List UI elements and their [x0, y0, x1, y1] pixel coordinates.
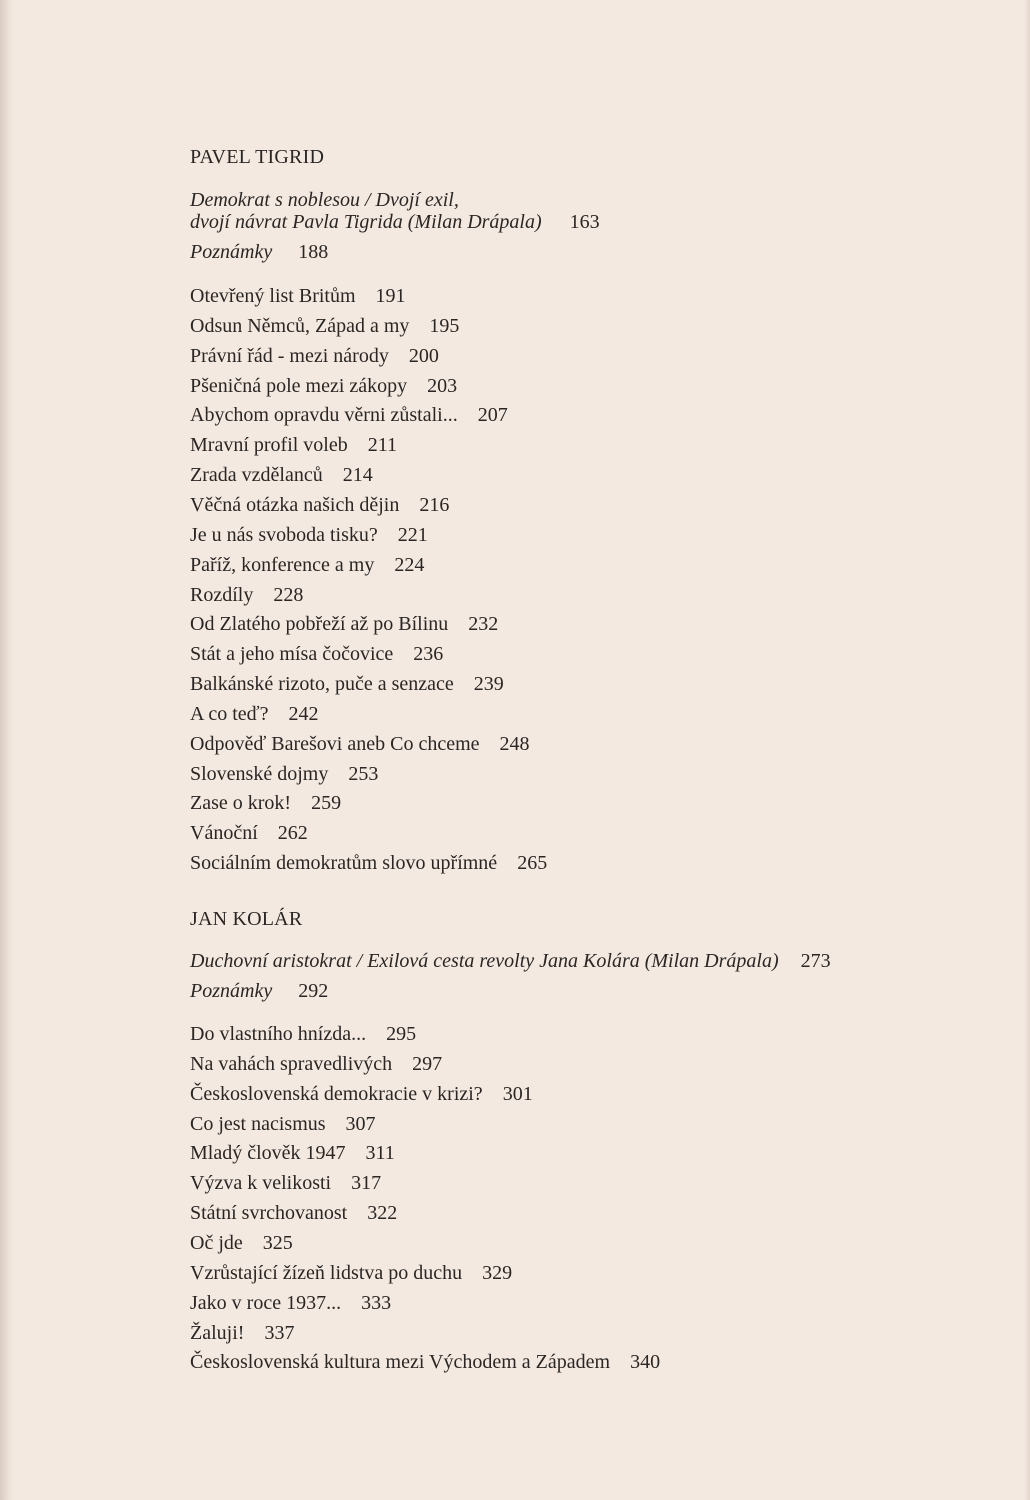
- entry-title: Sociálním demokratům slovo upřímné: [190, 852, 498, 875]
- page-edge: [1024, 0, 1030, 1500]
- list-item: [190, 1082, 533, 1106]
- entry-title: Vzrůstající žízeň lidstva po duchu: [190, 1261, 463, 1284]
- entry-title: Abychom opravdu věrni zůstali...: [190, 404, 458, 427]
- entry-title: Výzva k velikosti: [190, 1172, 332, 1195]
- entry-page-number: 317: [351, 1172, 382, 1195]
- entry-title: Vánoční: [190, 822, 258, 845]
- entry-title: Mravní profil voleb: [190, 434, 348, 457]
- list-item: [190, 1350, 660, 1374]
- entry-title: Je u nás svoboda tisku?: [190, 523, 378, 546]
- essay-page-number: 273: [800, 950, 831, 972]
- entry-page-number: 228: [273, 583, 304, 606]
- notes-label: Poznámky: [190, 241, 273, 263]
- entry-title: Od Zlatého pobřeží až po Bílinu: [190, 613, 449, 636]
- entry-title: Do vlastního hnízda...: [190, 1023, 367, 1045]
- entry-title: Rozdíly: [190, 583, 254, 606]
- entry-page-number: 200: [408, 344, 439, 367]
- entry-title: Zrada vzdělanců: [190, 464, 323, 487]
- entry-page-number: 203: [427, 374, 458, 397]
- entry-title: Mladý člověk 1947: [190, 1142, 346, 1165]
- entry-page-number: 337: [264, 1321, 295, 1344]
- entry-title: Státní svrchovanost: [190, 1202, 348, 1225]
- list-item: [190, 821, 308, 845]
- entry-page-number: 207: [477, 404, 508, 427]
- notes-entry: [190, 240, 328, 264]
- entry-title: Československá kultura mezi Východem a Západem: [190, 1351, 611, 1374]
- list-item: [190, 463, 373, 487]
- notes-label: Poznámky: [190, 980, 273, 1002]
- entry-page-number: 301: [502, 1082, 533, 1105]
- entry-page-number: 248: [499, 732, 530, 755]
- entry-page-number: 224: [394, 553, 425, 576]
- entry-title: Jako v roce 1937...: [190, 1291, 342, 1314]
- entry-page-number: 221: [397, 523, 428, 546]
- essay-title-line: [190, 188, 459, 212]
- entry-page-number: 216: [419, 493, 450, 516]
- essay-title-line: [190, 210, 600, 234]
- list-item: [190, 791, 341, 815]
- list-item: [190, 553, 424, 577]
- page-gutter-shadow: [0, 0, 14, 1500]
- entry-title: Paříž, konference a my: [190, 553, 375, 576]
- list-item: [190, 672, 504, 696]
- list-item: [190, 433, 397, 457]
- list-item: [190, 1201, 397, 1225]
- list-item: [190, 284, 406, 308]
- list-item: [190, 374, 457, 398]
- entry-page-number: 297: [412, 1052, 443, 1075]
- entry-page-number: 211: [367, 434, 398, 457]
- entry-page-number: 295: [386, 1023, 417, 1045]
- entry-page-number: 239: [473, 673, 504, 696]
- entry-title: A co teď?: [190, 702, 269, 725]
- entry-title: Odpověď Barešovi aneb Co chceme: [190, 732, 480, 755]
- list-item: [190, 1231, 293, 1255]
- notes-page-number: 188: [298, 241, 329, 263]
- entry-title: Stát a jeho mísa čočovice: [190, 643, 394, 666]
- list-item: [190, 851, 547, 875]
- list-item: [190, 314, 459, 338]
- list-item: [190, 612, 498, 636]
- notes-entry: [190, 979, 328, 1003]
- entry-page-number: 311: [365, 1142, 395, 1165]
- entry-title: Na vahách spravedlivých: [190, 1052, 393, 1075]
- entry-page-number: 340: [630, 1351, 661, 1374]
- entry-title: Československá demokracie v krizi?: [190, 1082, 483, 1105]
- list-item: [190, 1112, 376, 1136]
- entry-title: Právní řád - mezi národy: [190, 344, 389, 367]
- list-item: [190, 702, 318, 726]
- entry-title: Slovenské dojmy: [190, 762, 329, 785]
- list-item: [190, 1291, 391, 1315]
- entry-title: Balkánské rizoto, puče a senzace: [190, 673, 454, 696]
- entry-page-number: 191: [375, 285, 406, 307]
- entry-page-number: 253: [348, 762, 379, 785]
- list-item: [190, 523, 428, 547]
- entry-page-number: 232: [468, 613, 499, 636]
- list-item: [190, 1321, 294, 1345]
- entry-page-number: 329: [482, 1261, 513, 1284]
- list-item: [190, 403, 508, 427]
- entry-title: Otevřený list Britům: [190, 285, 356, 307]
- entry-title: Zase o krok!: [190, 792, 292, 815]
- essay-title: Demokrat s noblesou / Dvojí exil,: [190, 189, 459, 211]
- essay-title: Duchovní aristokrat / Exilová cesta revolty Jana Kolára (Milan Drápala): [190, 950, 779, 972]
- entry-page-number: 265: [517, 852, 548, 875]
- entry-page-number: 322: [367, 1202, 398, 1225]
- essay-page-number: 163: [569, 211, 600, 233]
- list-item: [190, 1022, 416, 1046]
- list-item: [190, 762, 378, 786]
- list-item: [190, 1052, 442, 1076]
- entry-title: Věčná otázka našich dějin: [190, 493, 400, 516]
- list-item: [190, 344, 439, 368]
- list-item: [190, 642, 443, 666]
- essay-title-continued: dvojí návrat Pavla Tigrida (Milan Drápala): [190, 211, 542, 233]
- entry-page-number: 262: [277, 822, 308, 845]
- entry-title: Pšeničná pole mezi zákopy: [190, 374, 408, 397]
- entry-page-number: 325: [262, 1231, 293, 1254]
- entry-title: Odsun Němců, Západ a my: [190, 314, 410, 337]
- list-item: [190, 493, 449, 517]
- list-item: [190, 583, 303, 607]
- entry-page-number: 333: [361, 1291, 392, 1314]
- entry-page-number: 259: [311, 792, 342, 815]
- notes-page-number: 292: [298, 980, 329, 1002]
- essay-title-line: [190, 949, 831, 973]
- list-item: [190, 732, 530, 756]
- entry-title: Oč jde: [190, 1231, 243, 1254]
- entry-page-number: 195: [429, 314, 460, 337]
- list-item: [190, 1141, 395, 1165]
- entry-page-number: 242: [288, 702, 319, 725]
- section-author-heading: JAN KOLÁR: [190, 908, 303, 930]
- entry-page-number: 236: [413, 643, 444, 666]
- list-item: [190, 1171, 381, 1195]
- entry-title: Žaluji!: [190, 1321, 245, 1344]
- entry-page-number: 214: [342, 464, 373, 487]
- section-author-heading: PAVEL TIGRID: [190, 146, 325, 168]
- entry-title: Co jest nacismus: [190, 1112, 326, 1135]
- list-item: [190, 1261, 512, 1285]
- entry-page-number: 307: [345, 1112, 376, 1135]
